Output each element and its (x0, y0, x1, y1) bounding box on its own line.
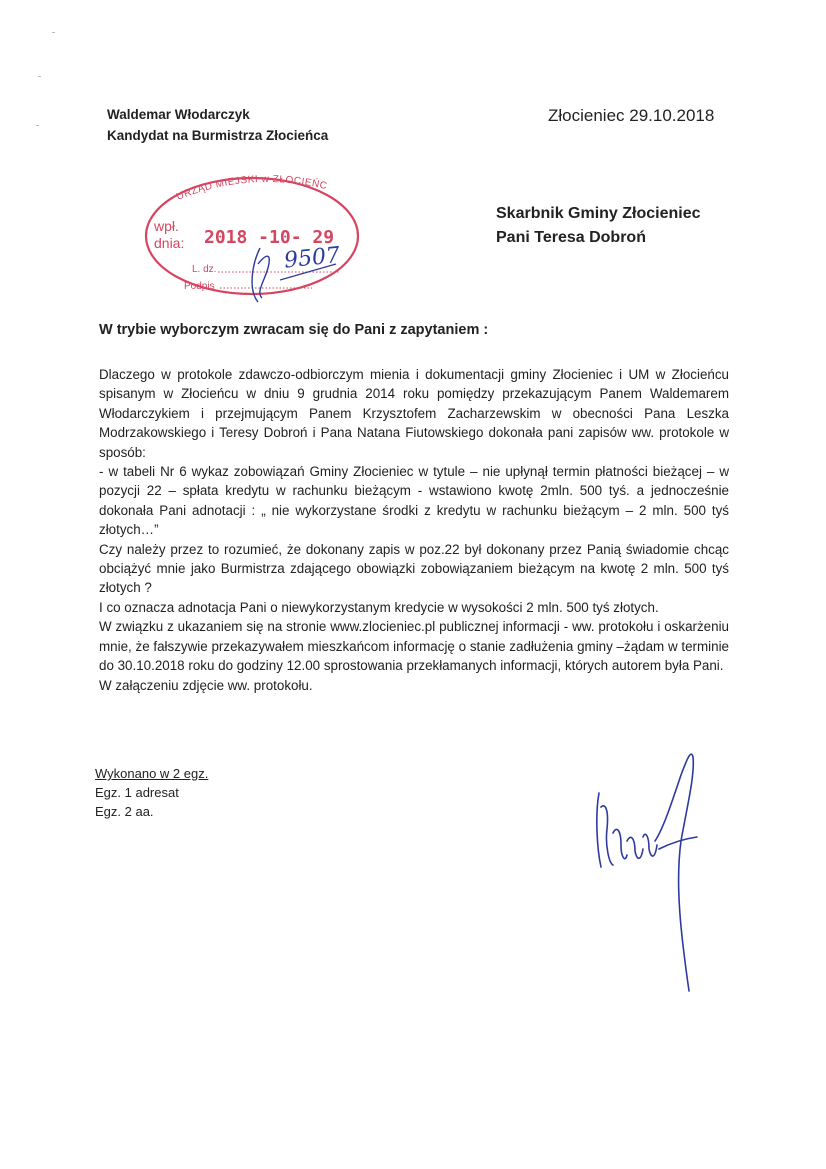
copy-1: Egz. 1 adresat (95, 785, 179, 800)
recipient-block (496, 202, 701, 250)
recipient-line-1: Skarbnik Gminy Złocieniec (496, 205, 701, 222)
paragraph-table-entry: - w tabeli Nr 6 wykaz zobowiązań Gminy Złocieniec w tytule – nie upłynął termin płatności bieżącej – w pozycji 22 – spłata kredytu w rachunku bieżącym - wstawiono kwotę 2mln. 500 tyś. a jednocześnie dokonała Pani adnotacji : „ nie wykorzystane środki z kredytu w rachunku bieżącym – 2 mln. 500 tyś złotych…” (99, 464, 729, 538)
stamp-office-text: URZĄD MIEJSKI w ZŁOCIEŃCU (136, 160, 329, 203)
sender-title: Kandydat na Burmistrza Złocieńca (107, 128, 329, 143)
letter-body (99, 365, 729, 695)
copies-note (95, 764, 208, 821)
paragraph-demand: W związku z ukazaniem się na stronie www.zlocieniec.pl publicznej informacji - ww. protokołu i oskarżeniu mnie, że fałszywie przekazywałem mieszkańcom informację o stanie zadłużenia gminy –żądam w terminie do 30.10.2018 roku do godziny 12.00 sprostowania przekłamanych informacji, których autorem była Pani. (99, 619, 729, 674)
paragraph-annotation-question: I co oznacza adnotacja Pani o niewykorzystanym kredycie w wysokości 2 mln. 500 tyś złotych. (99, 599, 659, 615)
recipient-line-2: Pani Teresa Dobroń (496, 229, 646, 246)
handwritten-signature (585, 745, 705, 1015)
stamp-received-label-1: wpł. (154, 218, 179, 234)
intro-line: W trybie wyborczym zwracam się do Pani z zapytaniem : (99, 322, 489, 338)
sender-name: Waldemar Włodarczyk (107, 107, 250, 122)
stamp-received-label-2: dnia: (154, 235, 185, 251)
svg-text:URZĄD MIEJSKI w ZŁOCIEŃCU (136, 160, 328, 203)
scan-mark (52, 32, 55, 33)
signature-graphic (585, 745, 705, 1015)
scan-mark (36, 125, 39, 126)
scan-mark (38, 76, 41, 77)
sender-block (107, 104, 328, 146)
stamp-reg-label: L. dz. (192, 264, 217, 275)
place-date: Złocieniec 29.10.2018 (548, 106, 715, 125)
reception-stamp-graphic (136, 160, 370, 308)
stamp-signature-label: Podpis (184, 281, 215, 292)
reception-stamp (136, 160, 370, 308)
copy-2: Egz. 2 aa. (95, 804, 154, 819)
stamp-date: 2018 -10- 29 (204, 227, 335, 248)
stamp-reg-number: 9507 (282, 242, 342, 274)
paragraph-question: Dlaczego w protokole zdawczo-odbiorczym mienia i dokumentacji gminy Złocieniec i UM w Złocieńcu spisanym w Złocieńcu w dniu 9 grudnia 2014 roku pomiędzy przekazującym Panem Waldemarem Włodarczykiem i przejmującym Panem Krzysztofem Zacharzewskim w obecności Pana Leszka Modrzakowskiego i Teresy Dobroń i Pana Natana Fiutowskiego dokonała pani zapisów ww. protokole w sposób: (99, 367, 729, 460)
paragraph-attachment: W załączeniu zdjęcie ww. protokołu. (99, 677, 313, 693)
copies-heading: Wykonano w 2 egz. (95, 766, 209, 781)
paragraph-meaning-question: Czy należy przez to rozumieć, że dokonany zapis w poz.22 był dokonany przez Panią świadomie chcąc obciążyć mnie jako Burmistrza zdającego obowiązki zobowiązaniem bieżącym na kwotę 2 mln. 500 tyś złotych ? (99, 541, 729, 596)
